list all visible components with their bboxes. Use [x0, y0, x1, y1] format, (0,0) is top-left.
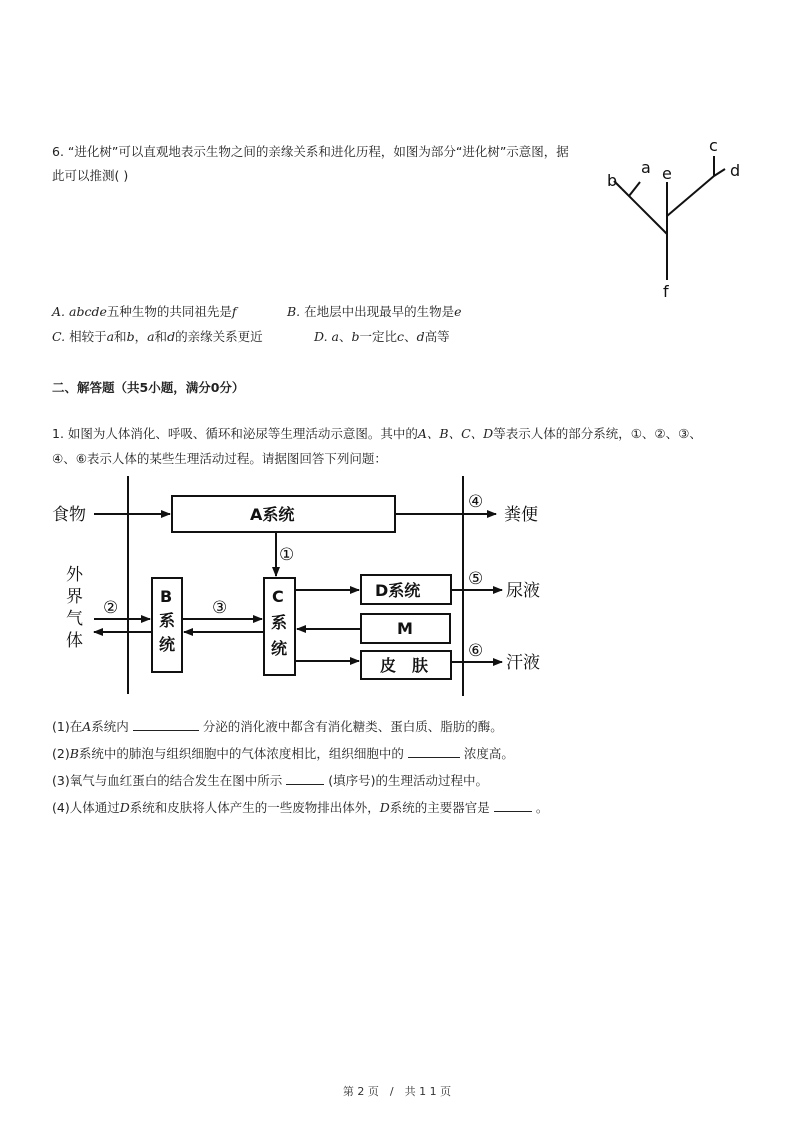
label-outside-air-2: 界	[66, 587, 83, 607]
tree-label-f: f	[663, 282, 669, 301]
label-outside-air-4: 体	[66, 631, 83, 651]
tree-branch-right	[667, 176, 714, 216]
label-urine: 尿液	[506, 581, 540, 601]
label-circle-4: ④	[468, 492, 484, 512]
q1-sub4: (4)人体通过D系统和皮肤将人体产生的一些废物排出体外，D系统的主要器官是 。	[52, 800, 549, 815]
label-feces: 粪便	[504, 505, 538, 525]
q6-option-c[interactable]: C. 相较于a和b，a和d的亲缘关系更近	[52, 329, 263, 344]
tree-branch-d	[714, 169, 725, 176]
label-system-b-3: 统	[159, 635, 176, 654]
q6-option-d[interactable]: D. a、b一定比c、d高等	[314, 329, 450, 344]
q1-sub2: (2)B系统中的肺泡与组织细胞中的气体浓度相比，组织细胞中的 浓度高。	[52, 746, 514, 761]
q6-line1: 6. “进化树”可以直观地表示生物之间的亲缘关系和进化历程，如图为部分“进化树”示意图，据	[52, 144, 569, 159]
label-outside-air-1: 外	[66, 565, 83, 585]
q6-option-a[interactable]: A. abcde五种生物的共同祖先是f	[52, 304, 237, 319]
label-circle-3: ③	[212, 598, 228, 618]
label-circle-2: ②	[103, 598, 119, 618]
label-system-b-1: B	[160, 587, 173, 606]
tree-label-a: a	[641, 158, 651, 177]
label-system-b-2: 系	[159, 611, 176, 630]
answer-blank-1[interactable]	[133, 718, 199, 731]
label-system-a: A系统	[250, 505, 295, 524]
answer-blank-3[interactable]	[286, 772, 324, 785]
tree-label-d: d	[730, 161, 741, 180]
section-heading: 二、解答题（共5小题，满分0分）	[52, 380, 245, 395]
label-sweat: 汗液	[506, 653, 540, 673]
label-circle-5: ⑤	[468, 569, 484, 589]
tree-label-e: e	[662, 164, 672, 183]
q6-option-b[interactable]: B. 在地层中出现最早的生物是e	[287, 304, 462, 319]
q1-sub1: (1)在A系统内 分泌的消化液中都含有消化糖类、蛋白质、脂肪的酶。	[52, 719, 503, 734]
q1-sub3: (3)氧气与血红蛋白的结合发生在图中所示 (填序号)的生理活动过程中。	[52, 773, 488, 788]
label-circle-1: ①	[279, 545, 295, 565]
answer-blank-4[interactable]	[494, 799, 532, 812]
tree-label-c: c	[709, 136, 718, 155]
label-system-c-3: 统	[271, 639, 288, 658]
evolution-tree-diagram	[600, 134, 750, 304]
q1-intro-line2: ④、⑥表示人体的某些生理活动过程。请据图回答下列问题：	[52, 451, 387, 466]
tree-branch-a	[629, 182, 640, 196]
label-system-c-1: C	[272, 587, 284, 606]
tree-label-b: b	[607, 171, 618, 190]
label-system-c-2: 系	[271, 613, 288, 632]
label-outside-air-3: 气	[66, 609, 83, 629]
q1-intro-line1: 1. 如图为人体消化、呼吸、循环和泌尿等生理活动示意图。其中的A、B、C、D等表示人体的部分系统，①、②、③、	[52, 426, 702, 441]
label-system-d: D系统	[375, 581, 421, 600]
label-food: 食物	[52, 505, 86, 525]
answer-blank-2[interactable]	[408, 745, 460, 758]
q6-line2: 此可以推测( )	[52, 168, 129, 183]
label-skin: 皮 肤	[380, 656, 429, 675]
label-m: M	[397, 619, 413, 638]
label-circle-6: ⑥	[468, 641, 484, 661]
page-footer: 第 2 页 / 共 1 1 页	[342, 1085, 452, 1098]
physiology-diagram	[50, 474, 550, 698]
